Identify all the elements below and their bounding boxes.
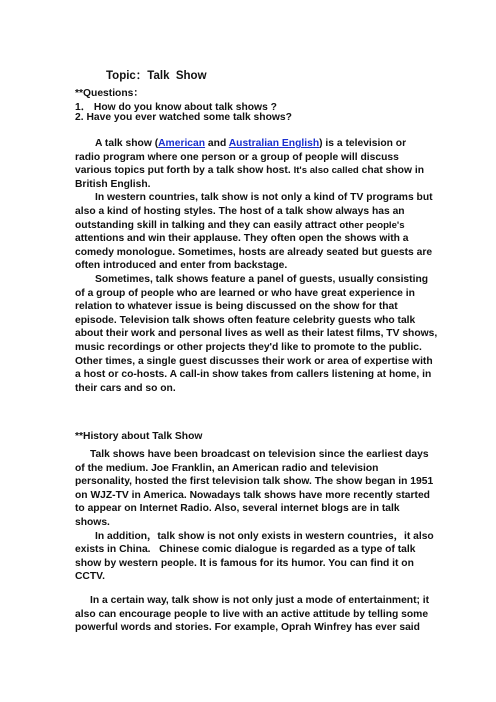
text-line: also a kind of hosting styles. The host of a talk show always has an	[75, 205, 405, 217]
questions-heading: **Questions：	[75, 88, 144, 99]
text-line: their cars and so on.	[75, 382, 176, 394]
text-line: outstanding skill in talking and they can easily attract other people's	[75, 219, 405, 231]
text-line: personality, hosted the first television talk show. The show began in 1951	[75, 476, 434, 488]
intro-paragraph-1-line-1: A talk show (American and Australian English) is a television or	[95, 138, 407, 149]
australian-english-link[interactable]: Australian English	[228, 138, 320, 149]
text-line: Sometimes, talk shows feature a panel of guests, usually consisting	[95, 273, 429, 285]
question-2: 2. Have you ever watched some talk shows?	[75, 112, 292, 123]
text-line: of the medium. Joe Franklin, an American radio and television	[75, 462, 379, 474]
text-line: a host or co-hosts. A call-in show takes from callers listening at home, in	[75, 369, 432, 381]
text-line: In a certain way, talk show is not only just a mode of entertainment; it	[90, 594, 430, 606]
text-line: show by western people. It is famous for its humor. You can find it on	[75, 557, 414, 569]
text-line: powerful words and stories. For example, Oprah Winfrey has ever said	[75, 622, 420, 634]
history-heading: **History about Talk Show	[75, 431, 203, 442]
text-line: of a group of people who are learned or who have great experience in	[75, 287, 415, 299]
text-line: on WJZ-TV in America. Nowadays talk shows have more recently started	[75, 489, 430, 501]
text-line: music recordings or other projects they'd like to promote to the public.	[75, 341, 422, 353]
text-line: shows.	[75, 516, 110, 528]
text-line: Other times, a single guest discusses their work or area of expertise with	[75, 355, 433, 367]
intro-section	[75, 137, 438, 395]
text-line: In western countries, talk show is not only a kind of TV programs but	[95, 192, 433, 204]
text-line: exists in China. Chinese comic dialogue is regarded as a type of talk	[75, 544, 416, 556]
text-line: to appear on Internet Radio. Also, several internet blogs are in talk	[75, 503, 400, 515]
text-line: CCTV.	[75, 571, 105, 583]
text-line: Talk shows have been broadcast on television since the earliest days	[90, 449, 429, 460]
text-line: attentions and win their applause. They often open the shows with a	[75, 233, 409, 245]
text-line: also can encourage people to live with an active attitude by telling some	[75, 608, 429, 620]
question-1: 1． How do you know about talk shows ?	[75, 102, 277, 113]
text-line: episode. Television talk shows often feature celebrity guests who talk	[75, 314, 416, 326]
text-line: often introduced and enter from backstage.	[75, 260, 288, 272]
text-line: relation to whatever issue is being discussed on the show for that	[75, 301, 398, 313]
american-link[interactable]: American	[158, 138, 206, 149]
text-line: comedy monologue. Sometimes, hosts are already seated but guests are	[75, 246, 433, 258]
page-title: Topic：Talk Show	[106, 70, 207, 82]
text-line: British English.	[75, 178, 151, 190]
text-line: In addition，talk show is not only exists in western countries，it also	[95, 530, 434, 542]
history-section	[75, 448, 434, 635]
text-line: various topics put forth by a talk show host. It's also called chat show in	[75, 165, 424, 177]
text-line: about their work and personal lives as well as their latest films, TV shows,	[75, 328, 438, 340]
text-line: radio program where one person or a group of people will discuss	[75, 151, 399, 163]
